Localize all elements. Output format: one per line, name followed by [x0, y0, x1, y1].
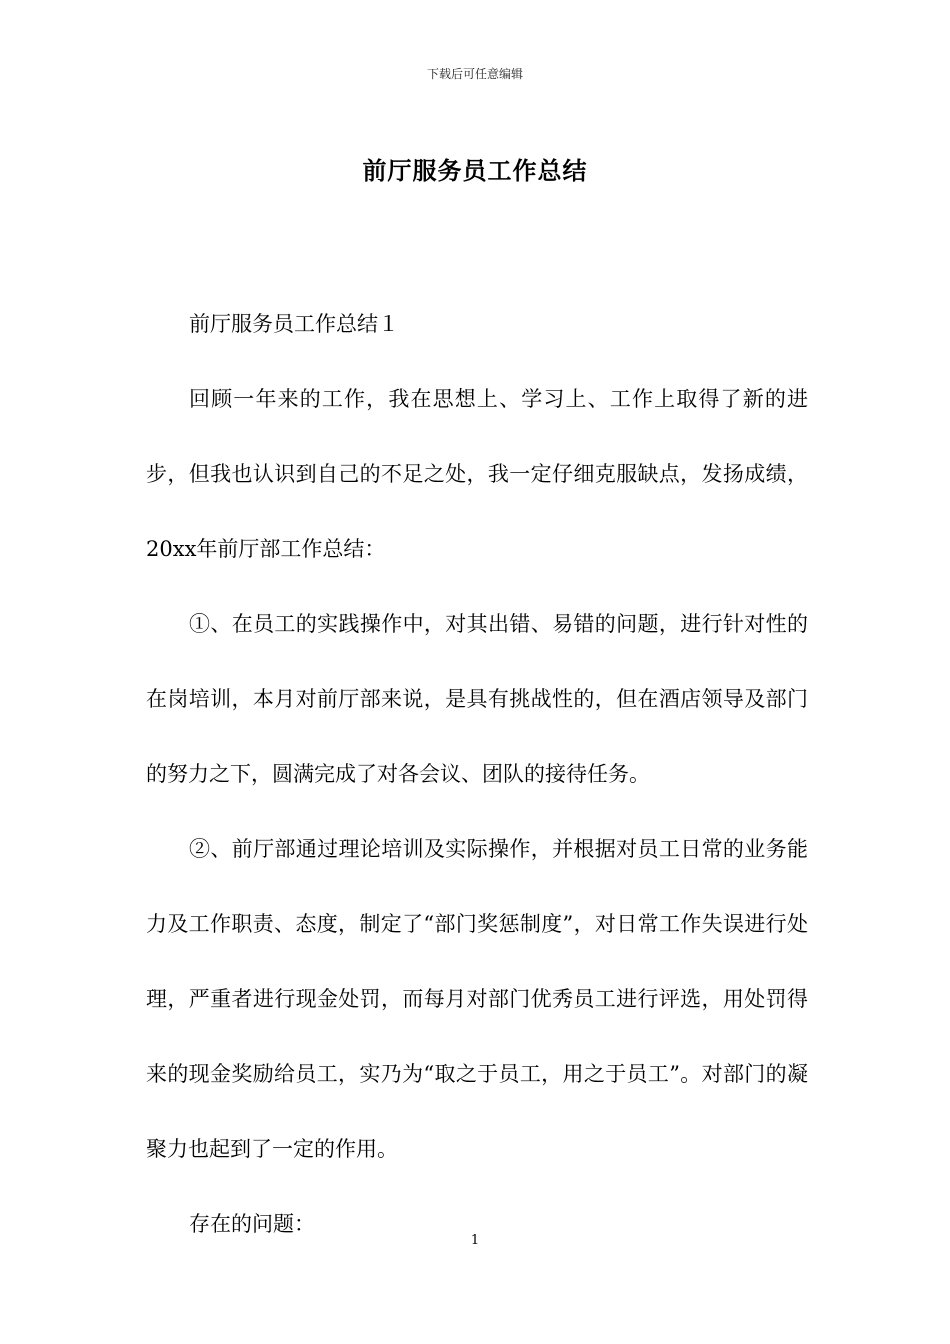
- section-heading: 前厅服务员工作总结１: [189, 312, 399, 336]
- document-body: [146, 284, 808, 1262]
- paragraph: ①、在员工的实践操作中，对其出错、易错的问题，进行针对性的在岗培训，本月对前厅部来说，是具有挑战性的，但在酒店领导及部门的努力之下，圆满完成了对各会议、团队的接待任务。: [146, 612, 808, 786]
- document-title: 前厅服务员工作总结: [362, 156, 588, 185]
- paragraph: ②、前厅部通过理论培训及实际操作，并根据对员工日常的业务能力及工作职责、态度，制定了“部门奖惩制度”，对日常工作失误进行处理，严重者进行现金处罚，而每月对部门优秀员工进行评选，用处罚得来的现金奖励给员工，实乃为“取之于员工，用之于员工”。对部门的凝聚力也起到了一定的作用。: [146, 837, 808, 1161]
- page-number: 1: [470, 1233, 480, 1248]
- page-header-note: 下载后可任意编辑: [426, 67, 523, 81]
- paragraph: 回顾一年来的工作，我在思想上、学习上、工作上取得了新的进步，但我也认识到自己的不足之处，我一定仔细克服缺点，发扬成绩，20xx年前厅部工作总结：: [146, 387, 808, 561]
- paragraph: 存在的问题：: [189, 1212, 315, 1236]
